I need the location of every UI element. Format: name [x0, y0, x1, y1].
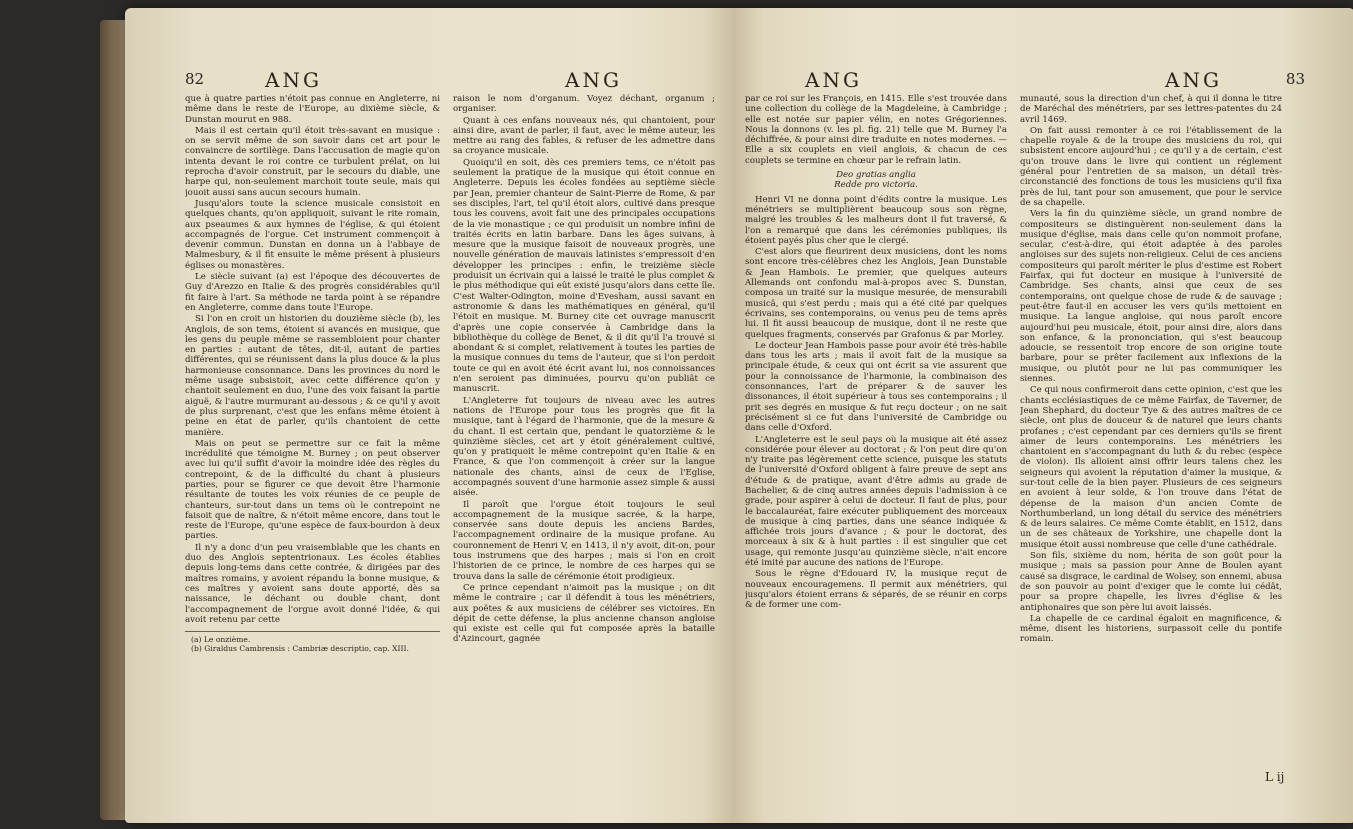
open-book: [125, 8, 1353, 823]
paragraph: Ce qui nous confirmeroit dans cette opinion, c'est que les chants ecclésiastiques de ce même Fairfax, de Taverner, de Jean Shephard, du docteur Tye & des autres maîtres de ce siècle, ont plus de douceur & de naturel que leurs chants profanes ; c'est cependant par ces derniers qu'ils se firent aimer de leurs contemporains. Les ménétriers les chantoient en s'accompagnant du luth & du rebec (espèce de violon). Ils alloient ainsi offrir leurs talens chez les seigneurs qui avoient la réputation d'aimer la musique, & sur-tout celle de la bien payer. Plusieurs de ces seigneurs en avoient à leur solde, & l'on trouve dans l'état de dépense de la maison d'un ancien Comte de Northumberland, un long détail du service des ménétriers & de leurs salaires. Ce même Comte établit, en 1512, dans un de ses châteaux de Yorkshire, une chapelle dont la musique étoit aussi nombreuse que celle d'une cathédrale.: [1020, 385, 1282, 550]
paragraph: Il paroît que l'orgue étoit toujours le seul accompagnement de la musique sacrée, & la harpe, conservée sans doute depuis les anciens Bardes, l'accompagnement ordinaire de la musique profane. Au couronnement de Henri V, en 1413, il n'y avoit, dit-on, pour tous instrumens que des harpes ; mais si l'on en croit l'historien de ce prince, le nombre de ces harpes qui se trouva dans la salle de cérémonie étoit prodigieux.: [453, 499, 715, 582]
paragraph: C'est alors que fleurirent deux musiciens, dont les noms sont encore très-célèbres chez les Anglois, Jean Dunstable & Jean Hambois. Le premier, que quelques auteurs Allemands ont confondu mal-à-propos avec S. Dunstan, composa un traité sur la musique mesurée, de mensurabili musicâ, qui s'est perdu ; mais qui a été cité par quelques écrivains, ses contemporains, ou venus peu de tems après lui. Il fit aussi beaucoup de musique, dont il ne reste que quelques fragments, conservés par Grafonus & par Morley.: [745, 247, 1007, 340]
right-head-word-2: ANG: [1165, 68, 1222, 92]
paragraph: Son fils, sixième du nom, hérita de son goût pour la musique ; mais sa passion pour Anne de Boulen ayant causé sa disgrace, le cardinal de Wolsey, son ennemi, abusa de son pouvoir au point d'exiger que le comte lui cédât, pour sa propre chapelle, les livres d'église & les antiphonaires que son père lui avoit laissés.: [1020, 551, 1282, 613]
paragraph: L'Angleterre fut toujours de niveau avec les autres nations de l'Europe pour tous les progrès que fit la musique, tant à l'égard de l'harmonie, que de la mesure & du chant. Il est certain que, pendant le quatorzième & le quinzième siècles, cet art y étoit généralement cultivé, qu'on y pratiquoit le même contrepoint qu'en Italie & en France, & que l'on commençoit à créer sur la langue nationale des chants, ainsi de ceux de l'Eglise, accompagnés souvent d'une harmonie assez simple & aussi aisée.: [453, 395, 715, 499]
right-running-head: [745, 68, 1305, 92]
paragraph: La chapelle de ce cardinal égaloit en magnificence, & même, disent les historiens, surpassoit celle du pontife romain.: [1020, 613, 1282, 645]
paragraph: Quoiqu'il en soit, dès ces premiers tems, ce n'étoit pas seulement la pratique de la musique qui étoit connue en Angleterre. Depuis les écoles fondées au septième siècle par Jean, premier chanteur de Saint-Pierre de Rome, & par ses disciples, l'art, tel qu'il étoit alors, cultivé dans presque tous les couvens, avoit fait une des principales occupations de la vie monastique ; ce qui produisit un nombre infini de traités écrits en latin barbare. Dans les âges suivans, à mesure que la musique faisoit de nouveaux progrès, une nouvelle génération de mauvais latinistes s'empressoit d'en développer les principes : enfin, le treizième siècle produisit un écrivain qui a laissé le traité le plus complet & le plus méthodique qui eût existé jusqu'alors dans cette île. C'est Walter-Odington, moine d'Evesham, aussi savant en astronomie & dans les mathématiques en général, qu'il l'étoit en musique. M. Burney cite cet ouvrage manuscrit d'après une copie conservée à Cambridge dans la bibliothèque du collège de Benet, & il dit qu'il l'a trouvé si abondant & si complet, relativement à toutes les parties de la musique connues du tems de l'auteur, que si l'on perdoit toute ce qui en avoit été écrit avant lui, nos connoissances n'en seroient pas diminuées, pourvu qu'on publiât ce manuscrit.: [453, 157, 715, 395]
paragraph: Si l'on en croit un historien du douzième siècle (b), les Anglois, de son tems, étoient si avancés en musique, que les gens du peuple même se rassembloient pour chanter en parties : autant de têtes, dit-il, autant de parties différentes, qui se réunissent dans la plus douce & la plus harmonieuse consonnance. Dans les provinces du nord le même usage subsistoit, avec cette différence qu'on y chantoit seulement en duo, l'une des voix faisant la partie aiguë, & l'autre murmurant au-dessous ; & ce qu'il y avoit de plus surprenant, c'est que les enfans même étoient à peine en état de parler, qu'ils chantoient de cette manière.: [185, 314, 440, 438]
paragraph: par ce roi sur les François, en 1415. Elle s'est trouvée dans une collection du collège de la Magdeleine, à Cambridge ; elle est notée sur papier vélin, en notes Grégoriennes. Nous la donnons (v. les pl. fig. 21) telle que M. Burney l'a déchiffrée, & pour ainsi dire traduite en notes modernes. — Elle a six couplets en vieil anglois, & chacun de ces couplets se termine en chœur par le refrain latin.: [745, 94, 1007, 166]
paragraph: On fait aussi remonter à ce roi l'établissement de la chapelle royale & de la troupe des musiciens du roi, qui subsistent encore aujourd'hui ; ce qu'il y a de certain, c'est qu'on trouve dans le livre qui contient un réglement général pour l'entretien de sa maison, un détail très-circonstancié des fonctions de tous les musiciens qu'il fixa près de lui, tant pour son amusement, que pour le service de sa chapelle.: [1020, 125, 1282, 208]
right-head-word-1: ANG: [805, 68, 862, 92]
right-column-1: [745, 94, 1007, 612]
paragraph: L'Angleterre est le seul pays où la musique ait été assez considérée pour élever au doctorat ; & l'on peut dire qu'on n'y traite pas légèrement cette science, puisque les statuts de l'université d'Oxford obligent à faire preuve de sept ans d'étude & de pratique, avant d'être admis au grade de Bachelier, & de cinq autres années depuis l'admission à ce grade, pour aspirer à celui de docteur. Il faut de plus, pour le baccalauréat, faire exécuter publiquement des morceaux de musique à cinq parties, dans une séance indiquée & affichée trois jours d'avance ; & pour le doctorat, des morceaux à six & à huit parties : il est singulier que cet usage, qui remonte jusqu'au quinzième siècle, n'ait encore été imité par aucune des nations de l'Europe.: [745, 434, 1007, 569]
paragraph: Le docteur Jean Hambois passe pour avoir été très-habile dans tous les arts ; mais il avoit fait de la musique sa principale étude, & ceux qui ont écrit sa vie assurent que pour la connoissance de l'harmonie, la combinaison des consonnances, l'art de préparer & de sauver les dissonances, il étoit supérieur à tous ses contemporains ; il prit ses degrés en musique & fut reçu docteur ; on ne sait précisément si ce fut dans l'université de Cambridge ou dans celle d'Oxford.: [745, 340, 1007, 434]
paragraph: Henri VI ne donna point d'édits contre la musique. Les ménétriers se multiplièrent beaucoup sous son règne, malgré les troubles & les malheurs dont il fut traversé, & l'on a remarqué que dans les cérémonies publiques, ils étoient payés plus cher que le clergé.: [745, 194, 1007, 246]
verse-refrain: Deo gratias anglia Redde pro victoria.: [834, 170, 918, 191]
left-head-word-1: ANG: [265, 68, 322, 92]
right-page-number: 83: [1285, 70, 1305, 88]
left-running-head: [185, 68, 720, 92]
paragraph: Vers la fin du quinzième siècle, un grand nombre de compositeurs se distinguèrent non-seulement dans la musique d'église, mais dans celle qu'on nommoit profane, secular, c'est-à-dire, qui étoit adaptée à des paroles angloises sur des sujets non-religieux. Celui de ces anciens compositeurs qui paroît mériter le plus d'estime est Robert Fairfax, qui fut docteur en musique à l'université de Cambridge. Ses chants, ainsi que ceux de ses contemporains, ont quelque chose de rude & de sauvage ; peut-être faut-il en accuser les vers qu'ils mettoient en musique. La langue angloise, qui nous paroît encore aujourd'hui peu musicale, étoit, pour ainsi dire, alors dans son enfance, & la prononciation, qui s'est beaucoup adoucie, se ressentoit trop encore de son origine toute barbare, pour se prêter facilement aux inflexions de la musique, ou plutôt pour ne lui pas communiquer les siennes.: [1020, 209, 1282, 385]
left-head-word-2: ANG: [565, 68, 622, 92]
left-page: [185, 8, 720, 823]
right-column-2: [1020, 94, 1282, 646]
paragraph: Jusqu'alors toute la science musicale consistoit en quelques chants, qu'on appliquoit, suivant le rite romain, aux pseaumes & aux hymnes de l'église, & qui étoient accompagnés de l'orgue. Cet instrument commençoit à devenir commun. Dunstan en donna un à l'abbaye de Malmesbury, & il fit ensuite le même présent à plusieurs églises ou monastères.: [185, 198, 440, 271]
signature-mark: L ij: [1265, 770, 1285, 784]
paragraph: Sous le règne d'Edouard IV, la musique reçut de nouveaux encouragemens. Il permit aux ménétriers, qui jusqu'alors étoient errans & séparés, de se réunir en corps & de former une com-: [745, 569, 1007, 611]
paragraph: Il n'y a donc d'un peu vraisemblable que les chants en duo des Anglois septentrionaux. Les écoles établies depuis long-tems dans cette contrée, & dirigées par des maîtres romains, y avoient répandu la bonne musique, & ces maîtres y avoient sans doute apporté, dès sa naissance, le déchant ou double chant, dont l'accompagnement de l'orgue avoit donné l'idée, & qui avoit retenu par cette: [185, 542, 440, 625]
footnotes: [185, 631, 440, 653]
paragraph: munauté, sous la direction d'un chef, à qui il donna le titre de Maréchal des ménétriers, par ses lettres-patentes du 24 avril 1469.: [1020, 94, 1282, 125]
paragraph: Mais il est certain qu'il étoit très-savant en musique : on se servit même de son savoir dans cet art pour le convaincre de sortilège. Dans l'accusation de magie qu'on intenta devant le roi contre ce turbulent prélat, on lui reprocha d'avoir construit, par le secours du diable, une harpe qui, non-seulement marchoit toute seule, mais qui jouoit aussi sans aucun secours humain.: [185, 125, 440, 198]
paragraph: Le siècle suivant (a) est l'époque des découvertes de Guy d'Arezzo en Italie & des progrès considérables qu'il fit faire à l'art. Sa méthode ne tarda point à se répandre en Angleterre, comme dans toute l'Europe.: [185, 272, 440, 313]
right-page: [745, 8, 1305, 823]
footnote: (a) Le onzième.: [191, 635, 251, 645]
paragraph: raison le nom d'organum. Voyez déchant, organum ; organiser.: [453, 94, 715, 115]
left-column-2: [453, 94, 715, 646]
paragraph: Ce prince cependant n'aimoit pas la musique ; on dit même le contraire ; car il défendit à tous les ménétriers, aux poëtes & aux musiciens de célébrer ses victoires. En dépit de cette défense, la plus ancienne chanson angloise qui existe est celle qui fut composée après la bataille d'Azincourt, gagnée: [453, 582, 715, 645]
paragraph: Mais on peut se permettre sur ce fait la même incrédulité que témoigne M. Burney ; on peut observer avec lui qu'il suffit d'avoir la moindre idée des règles du contrepoint, & de la difficulté du chant à plusieurs parties, pour se figurer ce que devoit être l'harmonie résultante de toutes les voix réunies de ce peuple de chanteurs, sur-tout dans un tems où le contrepoint ne faisoit que de naître, & n'étoit même encore, dans tout le reste de l'Europe, qu'une espèce de faux-bourdon à deux parties.: [185, 438, 440, 542]
left-page-number: 82: [185, 70, 205, 88]
paragraph: Quant à ces enfans nouveaux nés, qui chantoient, pour ainsi dire, avant de parler, il faut, avec le même auteur, les mettre au rang des fables, & refuser de les admettre dans sa croyance musicale.: [453, 115, 715, 157]
left-column-1: [185, 94, 440, 653]
paragraph: que à quatre parties n'étoit pas connue en Angleterre, ni même dans le reste de l'Europe, au dixième siècle, & Dunstan mourut en 988.: [185, 94, 440, 125]
footnote: (b) Giraldus Cambrensis : Cambriæ descriptio, cap. XIII.: [191, 644, 409, 654]
